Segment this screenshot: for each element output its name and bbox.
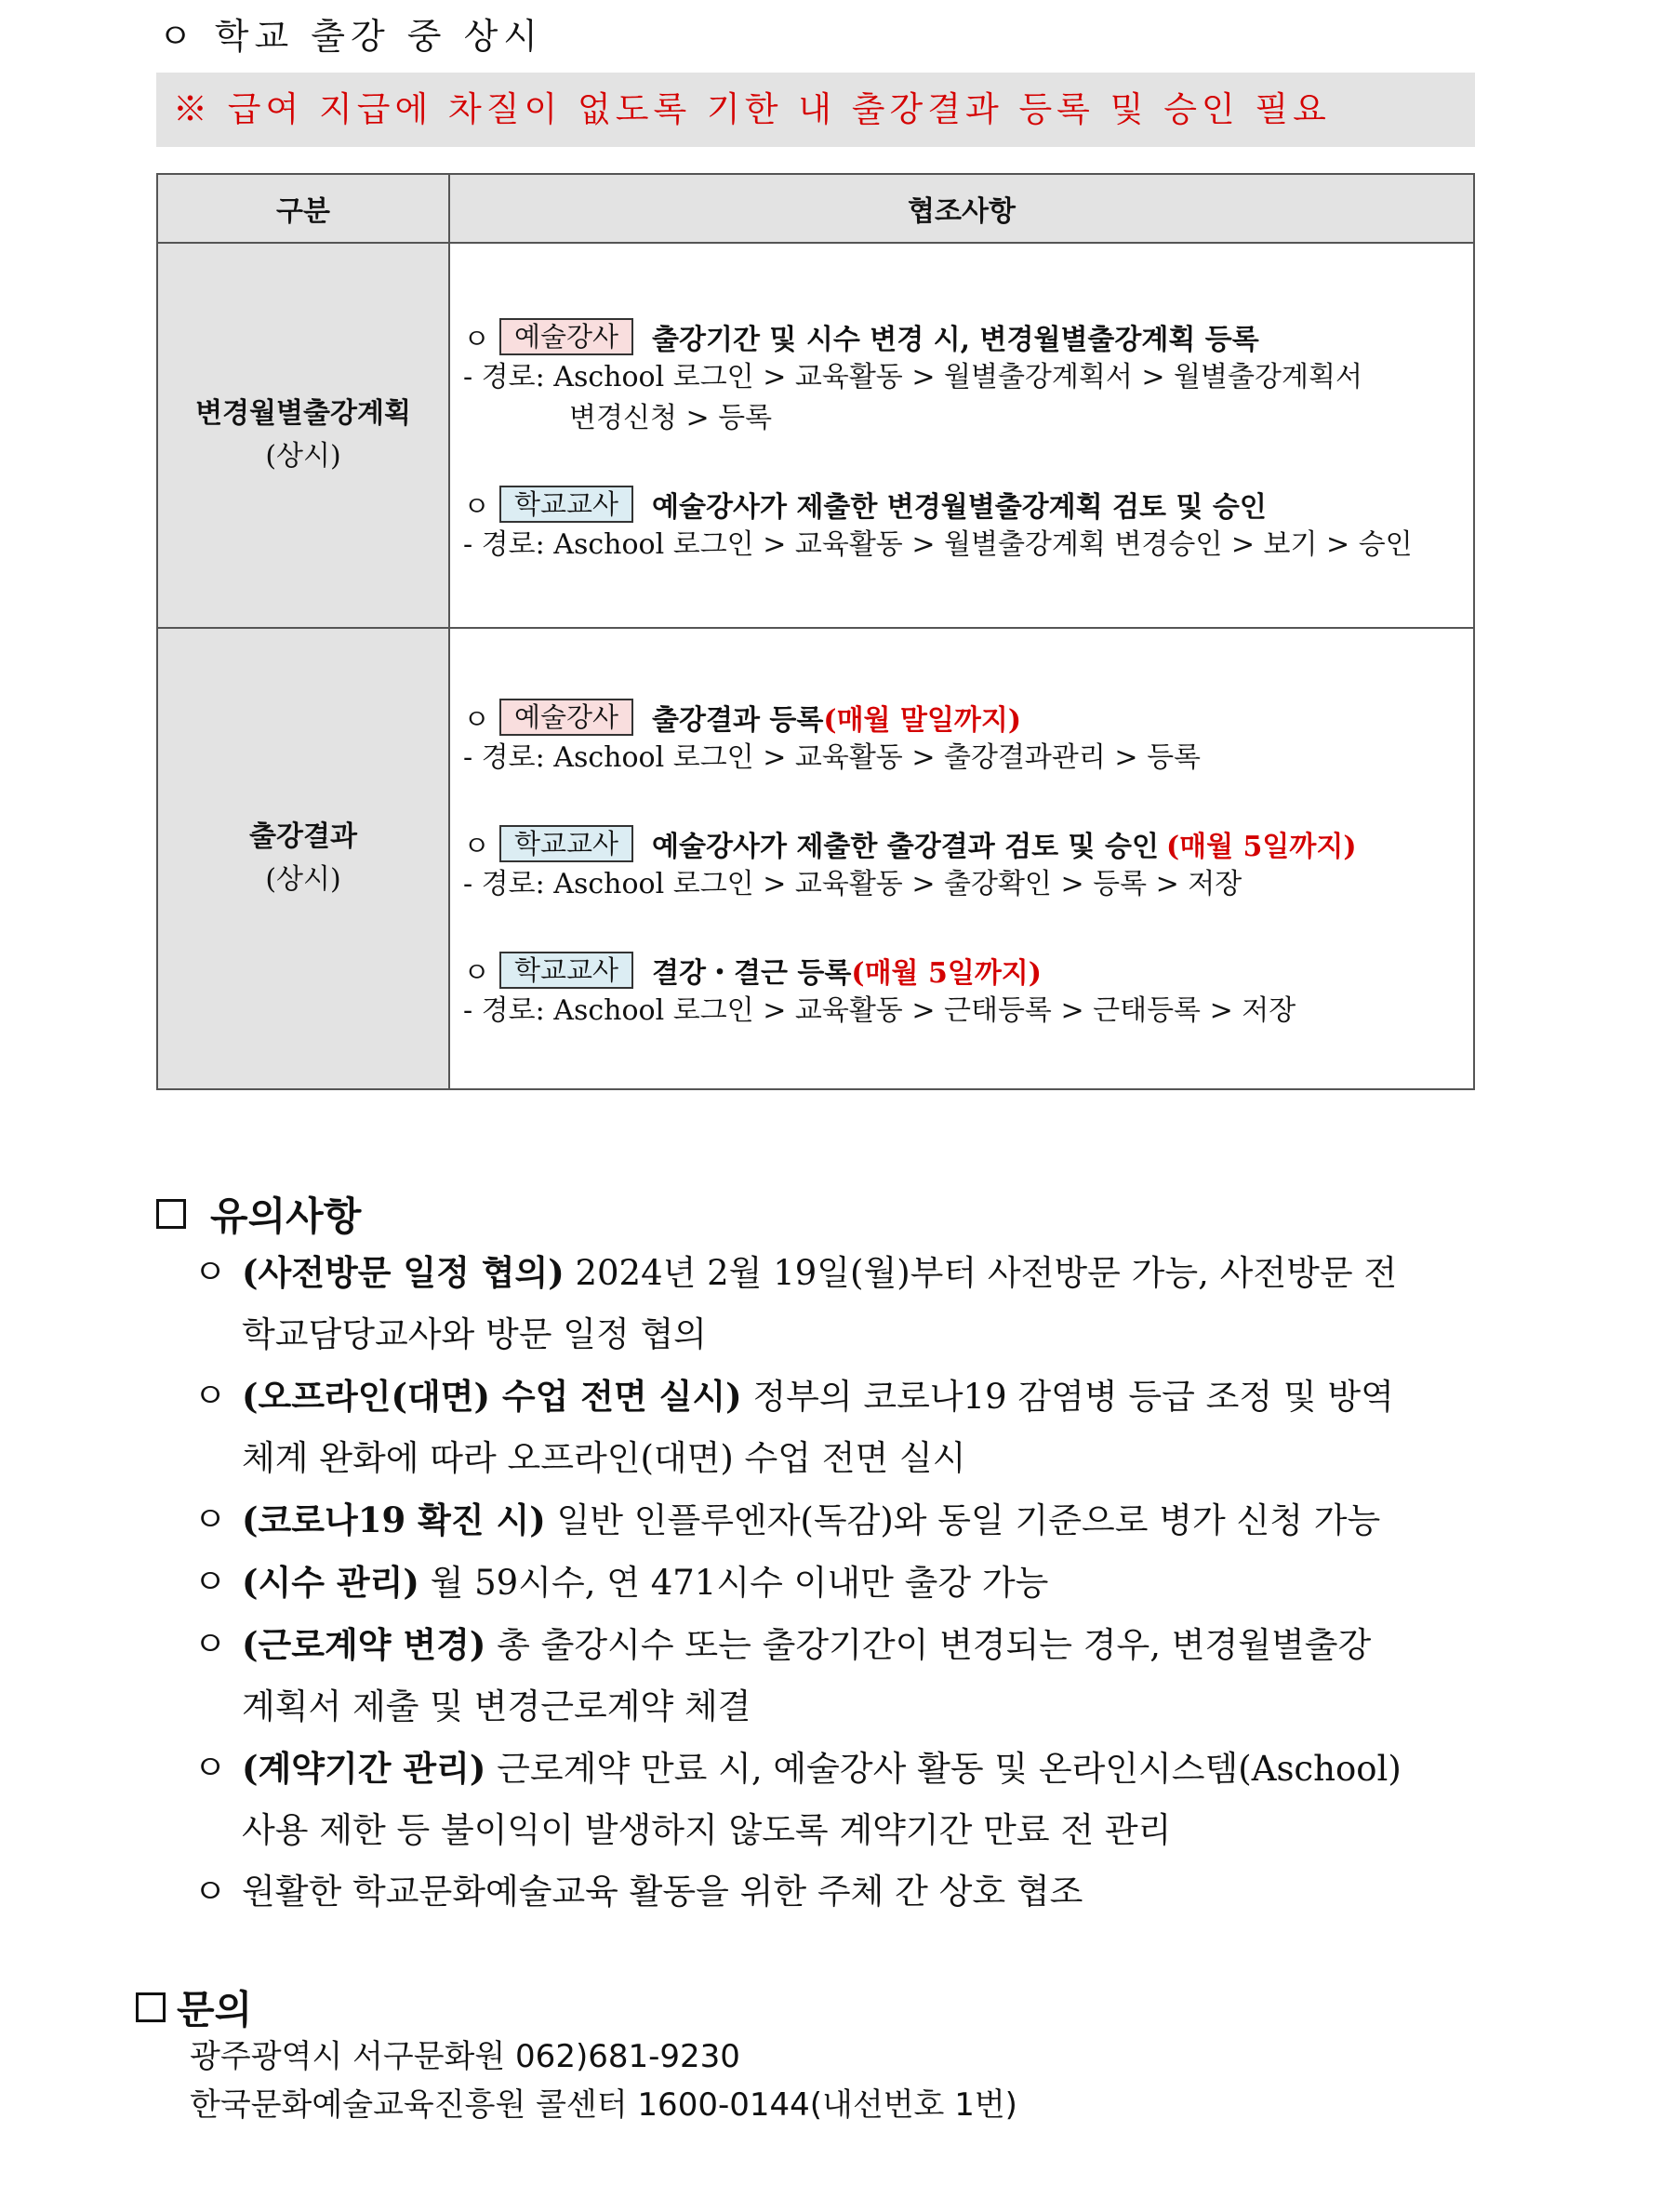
section-heading: ㅇ 학교 출강 중 상시 — [158, 16, 543, 57]
cooperation-cell — [449, 628, 1474, 1089]
role-tag: 학교교사 — [499, 486, 633, 523]
circle-bullet: ㅇ — [193, 1624, 227, 1664]
header-cooperation: 협조사항 — [449, 174, 1474, 243]
list-item — [193, 1614, 1533, 1738]
item-text: 결강・결근 등록 — [652, 957, 852, 990]
route-path: - 경로: Aschool 로그인 > 교육활동 > 출강결과관리 > 등록 — [463, 741, 1202, 774]
note-heading: (계약기간 관리) — [242, 1748, 486, 1789]
list-item — [193, 1552, 1533, 1614]
category-cell — [157, 628, 449, 1089]
deadline-text: (매월 5일까지) — [1165, 831, 1357, 863]
circle-bullet: ㅇ — [193, 1376, 227, 1416]
note-text-cont: 학교담당교사와 방문 일정 협의 — [242, 1314, 707, 1354]
circle-bullet: ㅇ — [193, 1872, 227, 1912]
note-text: 일반 인플루엔자(독감)와 동일 기준으로 병가 신청 가능 — [545, 1500, 1381, 1540]
list-item — [463, 316, 1473, 439]
route-path: - 경로: Aschool 로그인 > 교육활동 > 월별출강계획 변경승인 > 보기 > 승인 — [463, 528, 1413, 561]
circle-bullet: ㅇ — [463, 957, 490, 990]
payment-notice: ※ 급여 지급에 차질이 없도록 기한 내 출강결과 등록 및 승인 필요 — [156, 73, 1475, 147]
table-header-row — [157, 174, 1474, 243]
note-heading: (코로나19 확진 시) — [242, 1499, 546, 1540]
note-text: 정부의 코로나19 감염병 등급 조정 및 방역 — [741, 1377, 1394, 1417]
note-text: 월 59시수, 연 471시수 이내만 출강 가능 — [419, 1563, 1049, 1603]
route-path: - 경로: Aschool 로그인 > 교육활동 > 월별출강계획서 > 월별출강계획서 — [463, 361, 1362, 393]
notes-section-title — [156, 1186, 361, 1242]
notes-list — [193, 1242, 1533, 1923]
item-text: 예술강사가 제출한 변경월별출강계획 검토 및 승인 — [652, 491, 1267, 524]
contact-title-text: 문의 — [177, 1987, 253, 2032]
contact-line: 광주광역시 서구문화원 062)681-9230 — [190, 2038, 740, 2075]
category-label: 변경월별출강계획 — [195, 397, 411, 430]
role-tag: 예술강사 — [499, 699, 633, 736]
note-heading: (오프라인(대면) 수업 전면 실시) — [242, 1376, 742, 1417]
table-row — [157, 243, 1474, 628]
circle-bullet: ㅇ — [463, 324, 490, 356]
deadline-text: (매월 5일까지) — [851, 957, 1042, 990]
circle-bullet: ㅇ — [193, 1252, 227, 1292]
note-heading: (시수 관리) — [242, 1562, 419, 1603]
circle-bullet: ㅇ — [463, 831, 490, 863]
circle-bullet: ㅇ — [463, 491, 490, 524]
list-item — [193, 1738, 1533, 1861]
list-item — [463, 697, 1473, 779]
checkbox-square-icon — [136, 1992, 166, 2022]
item-text: 출강기간 및 시수 변경 시, 변경월별출강계획 등록 — [652, 324, 1259, 356]
note-text-cont: 사용 제한 등 불이익이 발생하지 않도록 계약기간 만료 전 관리 — [242, 1810, 1172, 1850]
list-item — [193, 1861, 1533, 1923]
list-item — [463, 823, 1473, 905]
route-path: - 경로: Aschool 로그인 > 교육활동 > 근태등록 > 근태등록 > 저장 — [463, 994, 1296, 1027]
note-text: 총 출강시수 또는 출강기간이 변경되는 경우, 변경월별출강 — [485, 1625, 1372, 1665]
cooperation-cell — [449, 243, 1474, 628]
item-text: 출강결과 등록 — [652, 704, 824, 737]
contact-line: 한국문화예술교육진흥원 콜센터 1600-0144(내선번호 1번) — [190, 2086, 1017, 2124]
circle-bullet: ㅇ — [193, 1748, 227, 1788]
role-tag: 학교교사 — [499, 952, 633, 989]
contact-section-title — [136, 1979, 252, 2035]
role-tag: 학교교사 — [499, 825, 633, 862]
route-path-cont: 변경신청 > 등록 — [569, 402, 773, 434]
category-cell — [157, 243, 449, 628]
cooperation-table — [156, 173, 1475, 1090]
category-sub: (상시) — [265, 440, 341, 473]
route-path: - 경로: Aschool 로그인 > 교육활동 > 출강확인 > 등록 > 저장 — [463, 868, 1242, 900]
note-text: 2024년 2월 19일(월)부터 사전방문 가능, 사전방문 전 — [564, 1253, 1398, 1293]
contact-info — [190, 2032, 1017, 2129]
header-category: 구분 — [157, 174, 449, 243]
list-item — [463, 950, 1473, 1032]
category-label: 출강결과 — [249, 820, 357, 853]
checkbox-square-icon — [156, 1199, 186, 1229]
note-heading: (근로계약 변경) — [242, 1624, 486, 1665]
role-tag: 예술강사 — [499, 318, 633, 355]
note-text: 원활한 학교문화예술교육 활동을 위한 주체 간 상호 협조 — [242, 1872, 1083, 1912]
list-item — [193, 1489, 1533, 1552]
category-sub: (상시) — [265, 863, 341, 896]
note-heading: (사전방문 일정 협의) — [242, 1252, 565, 1293]
note-text: 근로계약 만료 시, 예술강사 활동 및 온라인시스템(Aschool) — [485, 1749, 1402, 1789]
item-text: 예술강사가 제출한 출강결과 검토 및 승인 — [652, 831, 1159, 863]
table-row — [157, 628, 1474, 1089]
deadline-text: (매월 말일까지) — [823, 704, 1022, 737]
circle-bullet: ㅇ — [193, 1499, 227, 1539]
note-text-cont: 계획서 제출 및 변경근로계약 체결 — [242, 1686, 751, 1726]
note-text-cont: 체계 완화에 따라 오프라인(대면) 수업 전면 실시 — [242, 1438, 966, 1478]
circle-bullet: ㅇ — [463, 704, 490, 737]
list-item — [193, 1366, 1533, 1489]
list-item — [193, 1242, 1533, 1366]
list-item — [463, 484, 1473, 566]
circle-bullet: ㅇ — [193, 1562, 227, 1602]
notes-title-text: 유의사항 — [210, 1193, 362, 1239]
